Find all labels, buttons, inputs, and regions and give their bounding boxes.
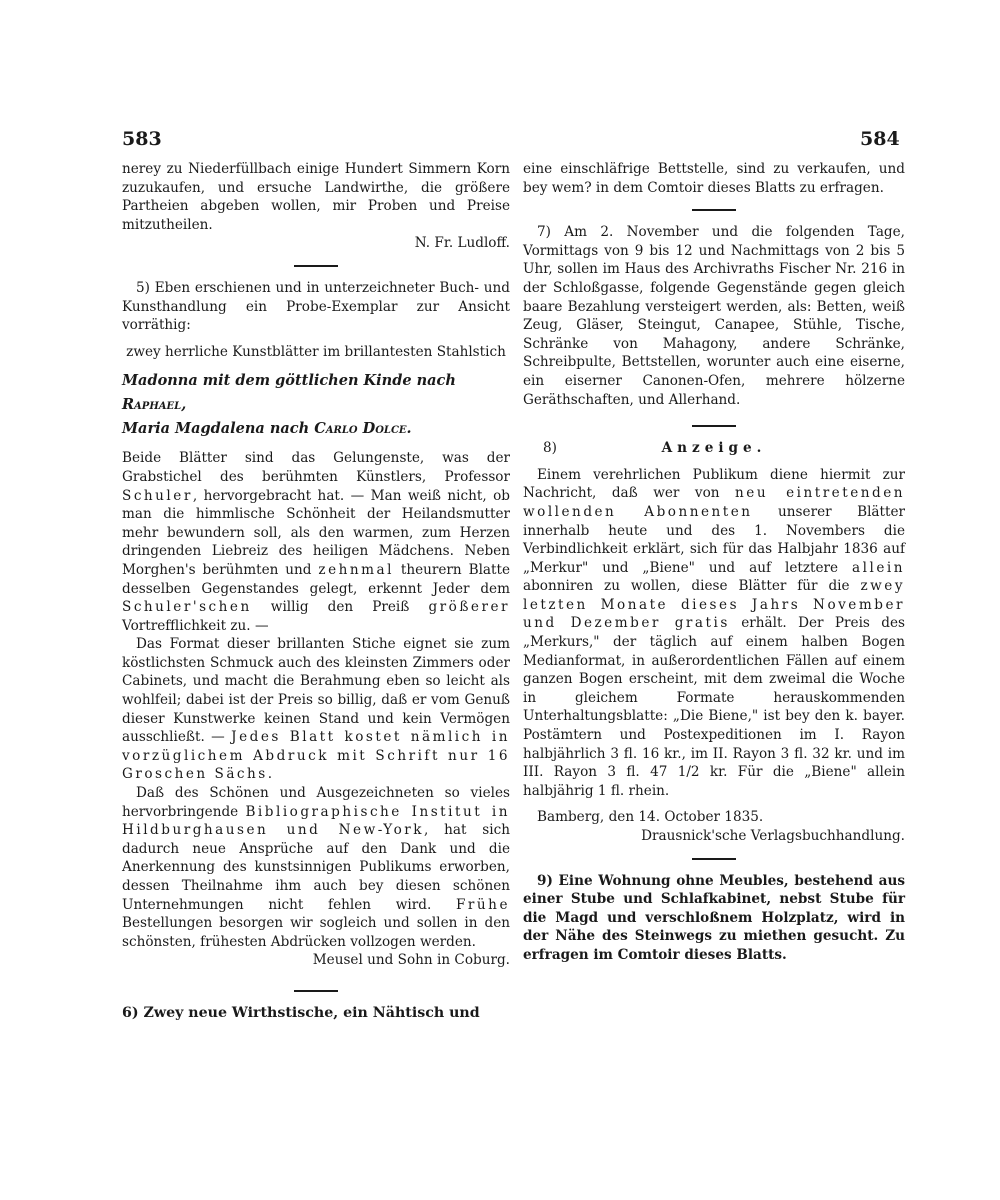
separator-rule <box>692 425 736 427</box>
signature-drausnick: Drausnick'sche Verlagsbuchhandlung. <box>641 828 905 844</box>
text-run: Beide Blätter sind das Gelungenste, was der Grabstichel des berühmten Künstlers, Professor <box>122 450 510 485</box>
notice-7: 7) Am 2. November und die folgenden Tage, Vormittags von 9 bis 12 und Nachmittags von 2 bis 5 Uhr, sollen im Haus des Archivraths Fischer Nr. 216 in der Schloßgasse, folgende Gegenstände gegen gleich baare Bezahlung versteigert werden, als: Betten, weiß Zeug, Gläser, Steingut, Canapee, Stühle, Tische, Schränke von Mahagony, andere Schränke, Schreibpulte, Bettstellen, worunter auch eine eiserne, ein eiserner Canonen-Ofen, mehrere hölzerne Geräthschaften, und Allerhand. <box>523 224 905 408</box>
notice-8-number: 8) <box>543 440 557 457</box>
artist-dolce: Carlo Dolce. <box>314 420 412 438</box>
spaced-word-allein: allein <box>852 559 905 576</box>
separator-rule <box>692 858 736 860</box>
notice-5-intro: 5) Eben erschienen und in unterzeichneter Buch- und Kunsthandlung ein Probe-Exemplar zur Ansicht vorräthig: <box>122 279 510 334</box>
artwork-madonna <box>122 369 510 417</box>
artwork-magdalena-text: Maria Magdalena nach <box>122 420 310 438</box>
separator-rule <box>294 990 338 992</box>
text-run: , hat sich dadurch neue Ansprüche auf den Dank und die Anerkennung des kunstsinnigen Publikums erworben, dessen Theilnahme ihm auch bey diesen schönen Unternehmungen nicht fehlen wird. <box>122 822 510 913</box>
text-run: erhält. Der Preis des „Merkurs," der täglich auf einem halben Bogen Medianformat, in außerordentlichen Fällen auf einem ganzen Bogen erscheint, mit dem zweimal die Woche in gleichem Formate herauskommenden Unterhaltungsblatte: „Die Biene," ist bey den k. bayer. Postämtern und Postexpeditionen im I. Rayon halbjährlich 3 fl. 16 kr., im II. Rayon 3 fl. 32 kr. und im III. Rayon 3 fl. 47 1/2 kr. Für die „Biene" allein halbjährig 1 fl. rhein. <box>523 615 906 799</box>
spaced-new-subscribers: neu eintretenden wollenden Abonnenten <box>523 485 905 520</box>
text-run: Einem verehrlichen Publikum diene hiermit zur Nachricht, daß wer von <box>523 466 905 502</box>
right-column <box>523 160 905 965</box>
artwork-magdalena <box>122 417 510 441</box>
text-run: theurern Blatte desselben Gegenstandes gelegt, erkennt Jeder dem <box>122 561 510 597</box>
spaced-word-fruehe: Frühe <box>456 896 510 913</box>
spaced-word-groesserer: größerer <box>428 599 510 616</box>
spaced-word-zehnmal: zehnmal <box>318 561 394 578</box>
text-run: unserer Blätter innerhalb heute und des 1. Novembers die Verbindlichkeit erklärt, sich für das Halbjahr 1836 auf „Merkur" und „Biene" und auf letztere <box>523 503 906 576</box>
text-run: abonniren zu wollen, diese Blätter für die <box>523 578 850 595</box>
continued-paragraph: nerey zu Niederfüllbach einige Hundert Simmern Korn zuzukaufen, und ersuche Landwirthe, die größere Partheien abgeben wollen, mir Proben und Preise mitzutheilen. <box>122 161 510 233</box>
notice-5-paragraph-c <box>122 784 510 951</box>
separator-rule <box>294 265 338 267</box>
spaced-institute-name: Bibliographische Institut in Hildburghausen und New-York <box>122 803 510 839</box>
left-column <box>122 160 510 1023</box>
text-run: Das Format dieser brillanten Stiche eignet sie zum köstlichsten Schmuck auch des kleinsten Zimmers oder Cabinets, und macht die Berahmung eben so leicht als wohlfeil; dabei ist der Preis so billig, daß er vom Genuß dieser Kunstwerke keinen Stand und kein Vermögen ausschließt. — <box>122 636 510 746</box>
text-run: Vortrefflichkeit zu. — <box>122 617 269 634</box>
signature-meusel: Meusel und Sohn in Coburg. <box>312 952 510 969</box>
separator-rule <box>692 209 736 211</box>
spaced-free-months: zwey letzten Monate dieses Jahrs November und Dezember gratis <box>523 578 906 632</box>
artwork-madonna-text: Madonna mit dem göttlichen Kinde nach <box>122 372 456 390</box>
notice-5-paragraph-a <box>122 449 510 635</box>
notice-9: 9) Eine Wohnung ohne Meubles, bestehend aus einer Stube und Schlafkabinet, nebst Stube für die Magd und verschloßnem Holzplatz, wird in der Nähe des Steinwegs zu miethen gesucht. Zu erfragen im Comtoir dieses Blatts. <box>523 872 905 963</box>
notice-5-title: zwey herrliche Kunstblätter im brillantesten Stahlstich <box>126 343 506 360</box>
page-number-right: 584 <box>860 128 900 150</box>
notice-6-start: 6) Zwey neue Wirthstische, ein Nähtisch und <box>122 1004 480 1021</box>
notice-8-heading-row <box>523 439 905 458</box>
spaced-price-line: Jedes Blatt kostet nämlich in vorzüglichem Abdruck mit Schrift nur 16 Groschen Sächs. <box>122 729 511 783</box>
text-run: Bestellungen besorgen wir sogleich und sollen in den schönsten, frühesten Abdrücken vollzogen werden. <box>122 915 510 950</box>
notice-8-heading: Anzeige. <box>661 440 767 457</box>
spaced-name-schuler: Schuler <box>122 487 193 504</box>
continued-notice-6: eine einschläfrige Bettstelle, sind zu verkaufen, und bey wem? in dem Comtoir dieses Blatts zu erfragen. <box>523 161 905 196</box>
notice-8-body <box>523 466 905 801</box>
signature-ludloff: N. Fr. Ludloff. <box>414 235 510 252</box>
text-run: Daß des Schönen und Ausgezeichneten so vieles hervorbringende <box>122 785 510 820</box>
text-run: , hervorgebracht hat. — Man weiß nicht, ob man die himmlische Schönheit der Heilandsmutter mehr bewundern soll, als den warmen, zum Herzen dringenden Liebreiz des heiligen Mädchens. Neben Morghen's berühmten und <box>122 487 510 578</box>
spaced-name-schuler-2: Schuler'schen <box>122 599 252 616</box>
notice-5-paragraph-b <box>122 635 510 784</box>
text-run: willig den Preiß <box>251 599 410 616</box>
page-number-left: 583 <box>122 128 162 150</box>
artist-raphael: Raphael, <box>122 396 187 414</box>
date-line: Bamberg, den 14. October 1835. <box>537 809 764 826</box>
